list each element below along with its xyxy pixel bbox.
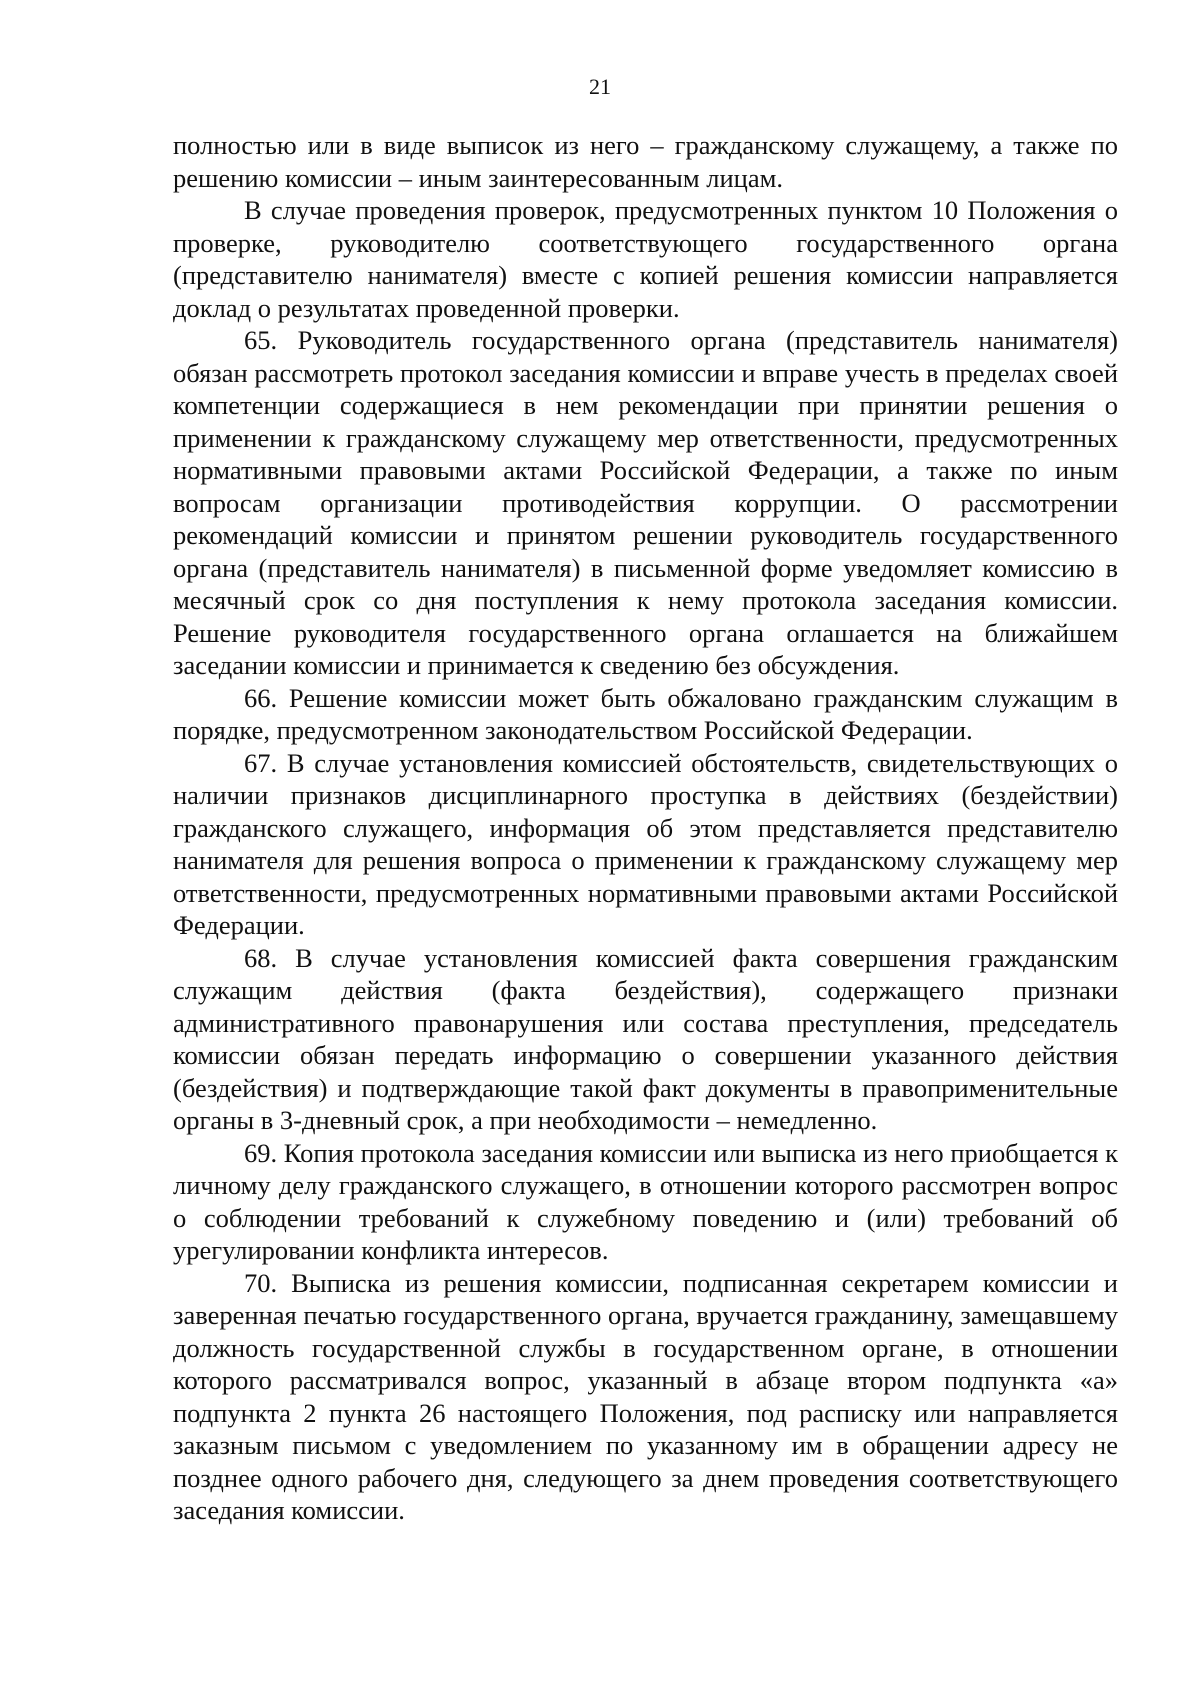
paragraph-item-69: 69. Копия протокола заседания комиссии или выписка из него приобщается к личному делу гражданского служащего, в отношении которого рассмотрен вопрос о соблюдении требований к служебному поведению и (или) требований об урегулировании конфликта интересов.	[173, 1137, 1118, 1265]
paragraph-item-67: 67. В случае установления комиссией обстоятельств, свидетельствующих о наличии признаков дисциплинарного проступка в действиях (бездействии) гражданского служащего, информация об этом представляется представителю нанимателя для решения вопроса о применении к гражданскому служащему мер ответственности, предусмотренных нормативными правовыми актами Российской Федерации.	[173, 747, 1118, 940]
paragraph-verification-report: В случае проведения проверок, предусмотренных пунктом 10 Положения о проверке, руководителю соответствующего государственного органа (представителю нанимателя) вместе с копией решения комиссии направляется доклад о результатах проведенной проверки.	[173, 195, 1118, 323]
paragraph-continuation: полностью или в виде выписок из него – гражданскому служащему, а также по решению комиссии – иным заинтересованным лицам.	[173, 130, 1118, 193]
document-body	[173, 129, 1118, 1527]
paragraph-item-70: 70. Выписка из решения комиссии, подписанная секретарем комиссии и заверенная печатью государственного органа, вручается гражданину, замещавшему должность государственной службы в государственном органе, в отношении которого рассматривался вопрос, указанный в абзаце втором подпункта «а» подпункта 2 пункта 26 настоящего Положения, под расписку или направляется заказным письмом с уведомлением по указанному им в обращении адресу не позднее одного рабочего дня, следующего за днем проведения соответствующего заседания комиссии.	[173, 1267, 1118, 1525]
page-number: 21	[589, 74, 611, 99]
paragraph-item-66: 66. Решение комиссии может быть обжаловано гражданским служащим в порядке, предусмотренном законодательством Российской Федерации.	[173, 682, 1118, 745]
paragraph-item-68: 68. В случае установления комиссией факта совершения гражданским служащим действия (факта бездействия), содержащего признаки административного правонарушения или состава преступления, председатель комиссии обязан передать информацию о совершении указанного действия (бездействия) и подтверждающие такой факт документы в правоприменительные органы в 3-дневный срок, а при необходимости – немедленно.	[173, 942, 1118, 1135]
paragraph-item-65: 65. Руководитель государственного органа (представитель нанимателя) обязан рассмотреть протокол заседания комиссии и вправе учесть в пределах своей компетенции содержащиеся в нем рекомендации при принятии решения о применении к гражданскому служащему мер ответственности, предусмотренных нормативными правовыми актами Российской Федерации, а также по иным вопросам организации противодействия коррупции. О рассмотрении рекомендаций комиссии и принятом решении руководитель государственного органа (представитель нанимателя) в письменной форме уведомляет комиссию в месячный срок со дня поступления к нему протокола заседания комиссии. Решение руководителя государственного органа оглашается на ближайшем заседании комиссии и принимается к сведению без обсуждения.	[173, 325, 1118, 680]
